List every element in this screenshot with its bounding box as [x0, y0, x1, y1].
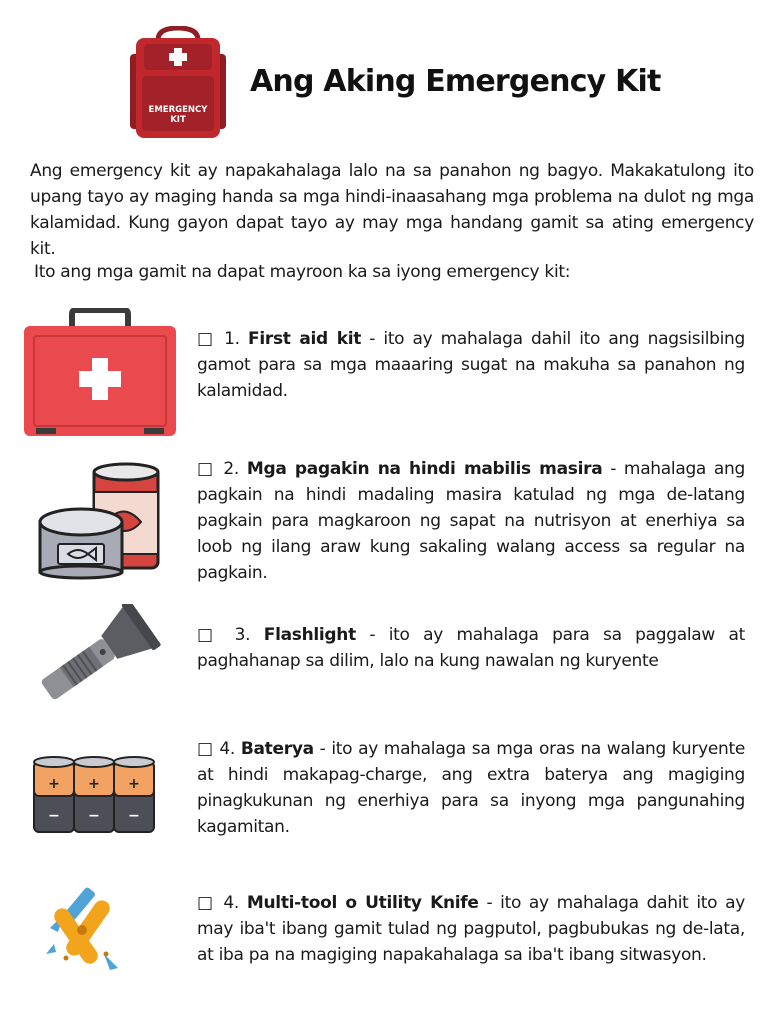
canned-food-icon: [36, 462, 164, 580]
item-name: Baterya: [240, 739, 314, 759]
item-prefix: □ 2.: [197, 459, 247, 479]
svg-text:−: −: [128, 808, 140, 824]
item-desc: - ito ay mahalaga dahil ito ang nagsisilbing gamot para sa mga maaaring sugat na makuha sa panahon ng kalamidad.: [197, 329, 746, 401]
list-item: [197, 622, 745, 674]
list-item: [197, 326, 745, 404]
item-name: Flashlight: [263, 625, 356, 645]
list-item: [197, 890, 745, 968]
header: [0, 0, 768, 150]
item-desc: - ito ay mahalaga para sa paggalaw at paghahanap sa dilim, lalo na kung nawalan ng kuryente: [197, 625, 745, 671]
multi-tool-icon: [44, 884, 130, 976]
item-prefix: □ 1.: [197, 329, 249, 349]
backpack-label-line1: EMERGENCY: [148, 105, 208, 115]
item-prefix: □ 4.: [197, 893, 247, 913]
svg-text:−: −: [48, 808, 60, 824]
item-name: Multi-tool o Utility Knife: [246, 893, 479, 913]
emergency-backpack-icon: [128, 26, 228, 141]
lead-sentence: Ito ang mga gamit na dapat mayroon ka sa iyong emergency kit:: [34, 262, 571, 282]
item-desc: - ito ay mahalaga sa mga oras na walang kuryente at hindi makapag-charge, ang extra baterya ang magiging pinagkukunan ng enerhiya para sa inyong mga pangunahing kagamitan.: [197, 739, 745, 837]
page-title: Ang Aking Emergency Kit: [250, 64, 661, 99]
svg-text:+: +: [128, 776, 140, 792]
item-desc: - ito ay mahalaga dahit ito ay may iba't ibang gamit tulad ng pagputol, pagbubukas ng de-lata, at iba pa na magiging napakahalaga sa iba't ibang sitwasyon.: [197, 893, 746, 965]
first-aid-kit-icon: [22, 308, 178, 438]
backpack-label-line2: KIT: [170, 115, 186, 125]
list-item: [197, 456, 745, 586]
flashlight-icon: [30, 604, 164, 708]
item-name: Mga pagakin na hindi mabilis masira: [246, 459, 603, 479]
item-prefix: □ 4.: [197, 739, 241, 759]
item-desc: - mahalaga ang pagkain na hindi madaling masira katulad ng mga de-latang pagkain para magkaroon ng sapat na nutrisyon at enerhiya sa loob ng ilang araw kung sakaling walang access sa regular na pagkain.: [197, 459, 745, 583]
intro-paragraph: Ang emergency kit ay napakahalaga lalo na sa panahon ng bagyo. Makakatulong ito upang tayo ay maging handa sa mga hindi-inaasahang mga problema na dulot ng mga kalamidad. Kung gayon dapat tayo ay may mga handang gamit sa ating emergency kit.: [30, 161, 754, 259]
batteries-icon: [32, 754, 156, 834]
svg-text:+: +: [88, 776, 100, 792]
list-item: [197, 736, 745, 840]
svg-text:+: +: [48, 776, 60, 792]
item-prefix: □ 3.: [197, 625, 264, 645]
item-name: First aid kit: [248, 329, 362, 349]
svg-text:−: −: [88, 808, 100, 824]
